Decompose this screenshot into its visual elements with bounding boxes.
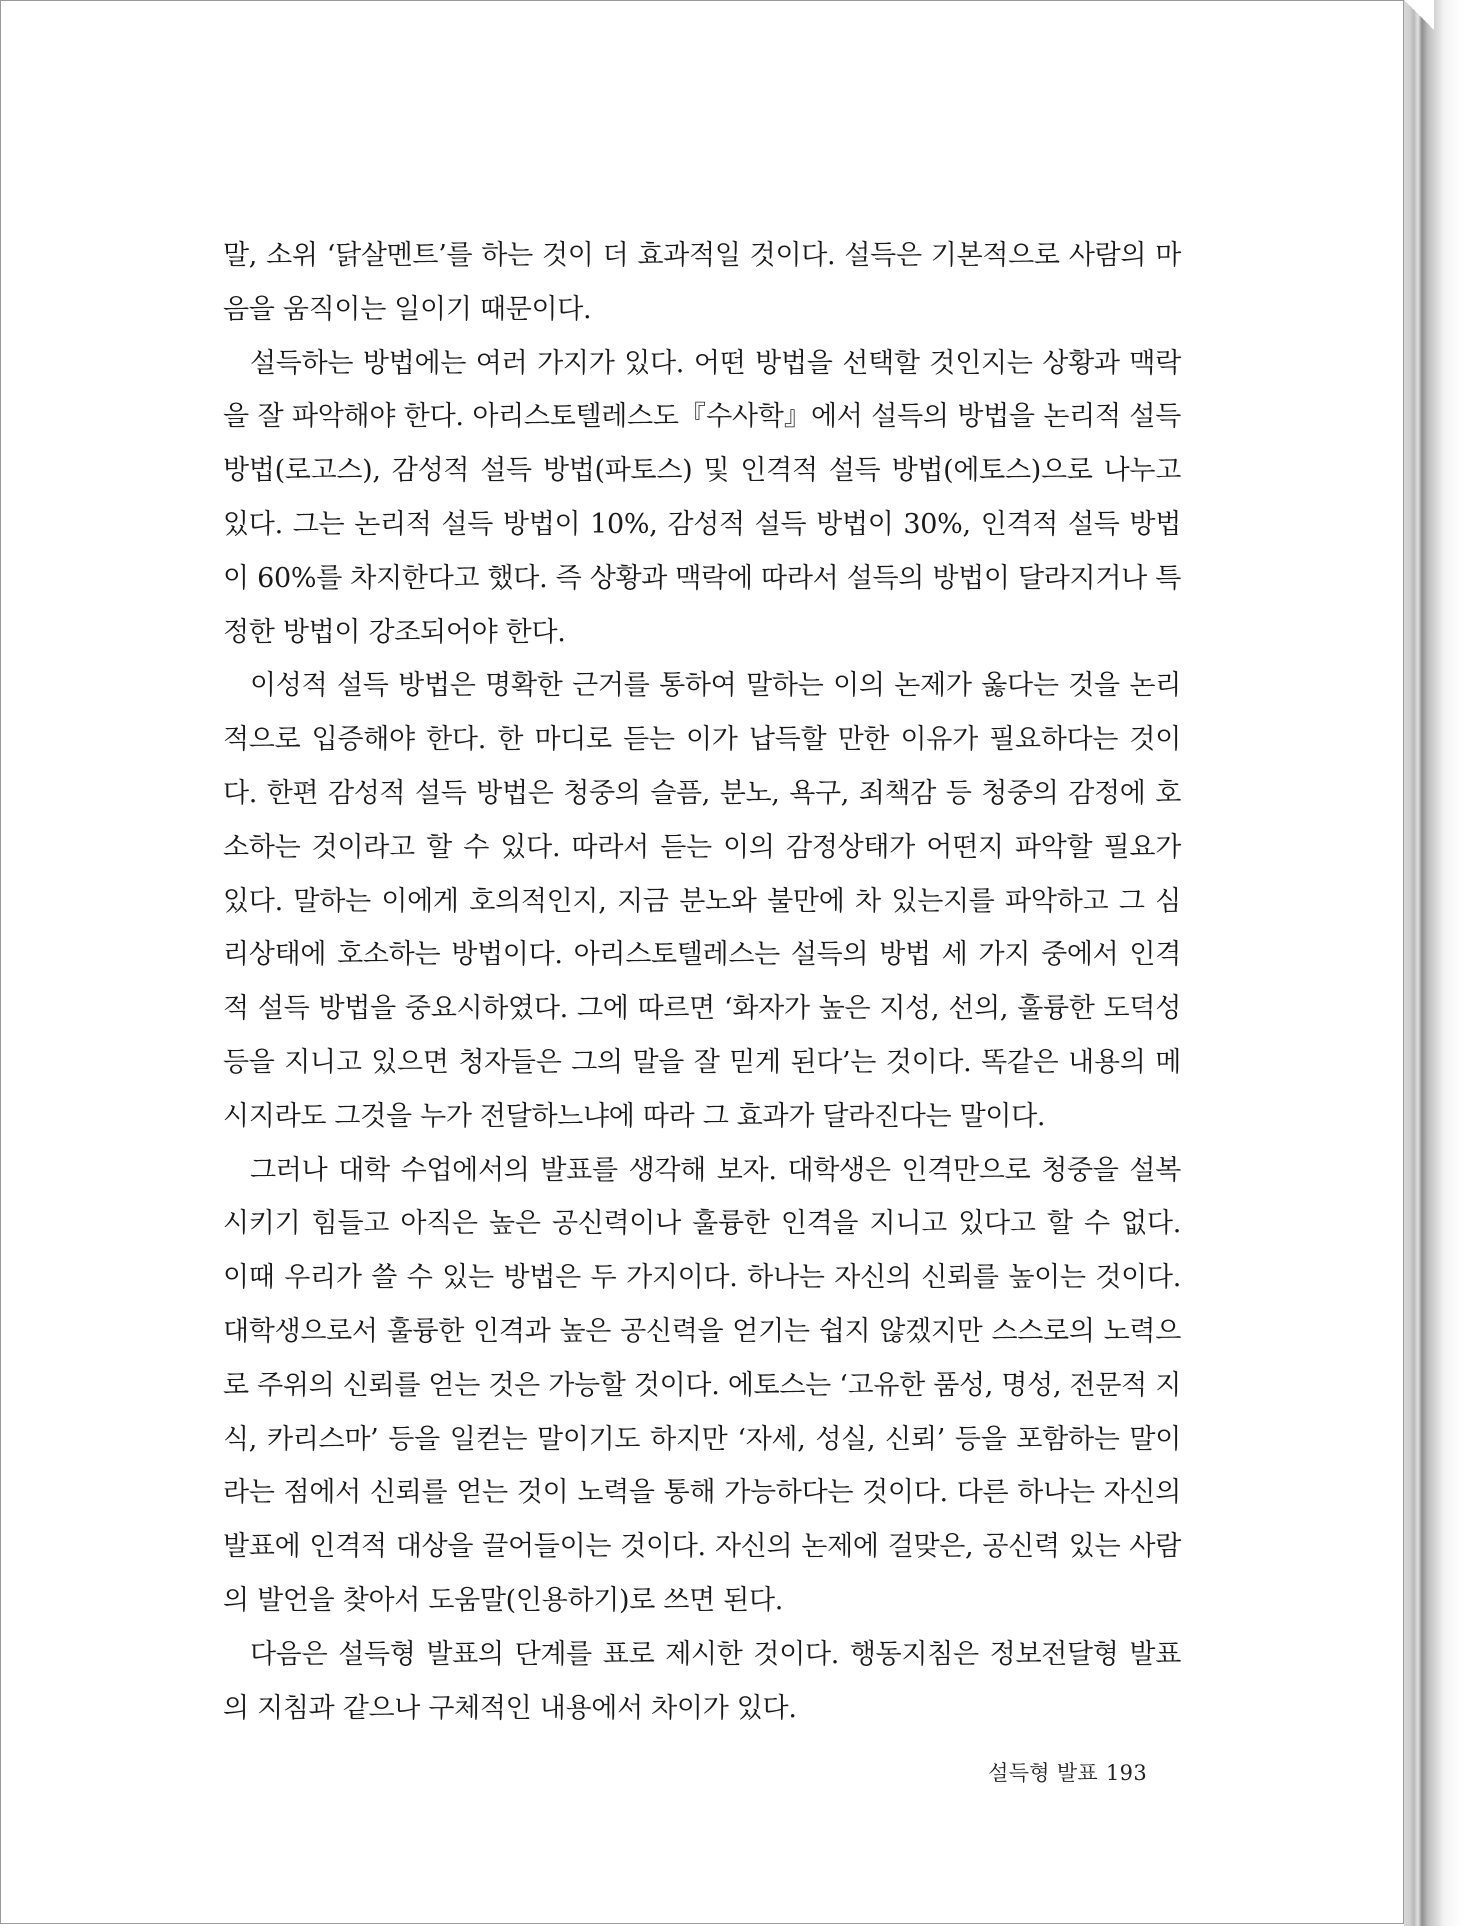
paragraph-4: 그러나 대학 수업에서의 발표를 생각해 보자. 대학생은 인격만으로 청중을 설복시키기 힘들고 아직은 높은 공신력이나 훌륭한 인격을 지니고 있다고 할 수 없다. 이때 우리가 쓸 수 있는 방법은 두 가지이다. 하나는 자신의 신뢰를 높이는 것이다. 대학생으로서 훌륭한 인격과 높은 공신력을 얻기는 쉽지 않겠지만 스스로의 노력으로 주위의 신뢰를 얻는 것은 가능할 것이다. 에토스는 ‘고유한 품성, 명성, 전문적 지식, 카리스마’ 등을 일컫는 말이기도 하지만 ‘자세, 성실, 신뢰’ 등을 포함하는 말이라는 점에서 신뢰를 얻는 것이 노력을 통해 가능하다는 것이다. 다른 하나는 자신의 발표에 인격적 대상을 끌어들이는 것이다. 자신의 논제에 걸맞은, 공신력 있는 사람의 발언을 찾아서 도움말(인용하기)로 쓰면 된다.	[223, 1154, 1181, 1616]
paragraph-5: 다음은 설득형 발표의 단계를 표로 제시한 것이다. 행동지침은 정보전달형 발표의 지침과 같으나 구체적인 내용에서 차이가 있다.	[223, 1638, 1181, 1724]
body-text	[223, 229, 1181, 1735]
page-footer	[988, 1757, 1147, 1787]
running-title: 설득형 발표	[988, 1761, 1099, 1785]
page-stack-edge	[1404, 0, 1462, 1926]
paragraph-1: 말, 소위 ‘닭살멘트’를 하는 것이 더 효과적일 것이다. 설득은 기본적으로 사람의 마음을 움직이는 일이기 때문이다.	[223, 240, 1181, 325]
paragraph-3: 이성적 설득 방법은 명확한 근거를 통하여 말하는 이의 논제가 옳다는 것을 논리적으로 입증해야 한다. 한 마디로 듣는 이가 납득할 만한 이유가 필요하다는 것이다. 한편 감성적 설득 방법은 청중의 슬픔, 분노, 욕구, 죄책감 등 청중의 감정에 호소하는 것이라고 할 수 있다. 따라서 듣는 이의 감정상태가 어떤지 파악할 필요가 있다. 말하는 이에게 호의적인지, 지금 분노와 불만에 차 있는지를 파악하고 그 심리상태에 호소하는 방법이다. 아리스토텔레스는 설득의 방법 세 가지 중에서 인격적 설득 방법을 중요시하였다. 그에 따르면 ‘화자가 높은 지성, 선의, 훌륭한 도덕성 등을 지니고 있으면 청자들은 그의 말을 잘 믿게 된다’는 것이다. 똑같은 내용의 메시지라도 그것을 누가 전달하느냐에 따라 그 효과가 달라진다는 말이다.	[223, 670, 1181, 1132]
paragraph-2: 설득하는 방법에는 여러 가지가 있다. 어떤 방법을 선택할 것인지는 상황과 맥락을 잘 파악해야 한다. 아리스토텔레스도『수사학』에서 설득의 방법을 논리적 설득 방법(로고스), 감성적 설득 방법(파토스) 및 인격적 설득 방법(에토스)으로 나누고 있다. 그는 논리적 설득 방법이 10%, 감성적 설득 방법이 30%, 인격적 설득 방법이 60%를 차지한다고 했다. 즉 상황과 맥락에 따라서 설득의 방법이 달라지거나 특정한 방법이 강조되어야 한다.	[223, 347, 1181, 648]
page-number: 193	[1106, 1761, 1147, 1785]
